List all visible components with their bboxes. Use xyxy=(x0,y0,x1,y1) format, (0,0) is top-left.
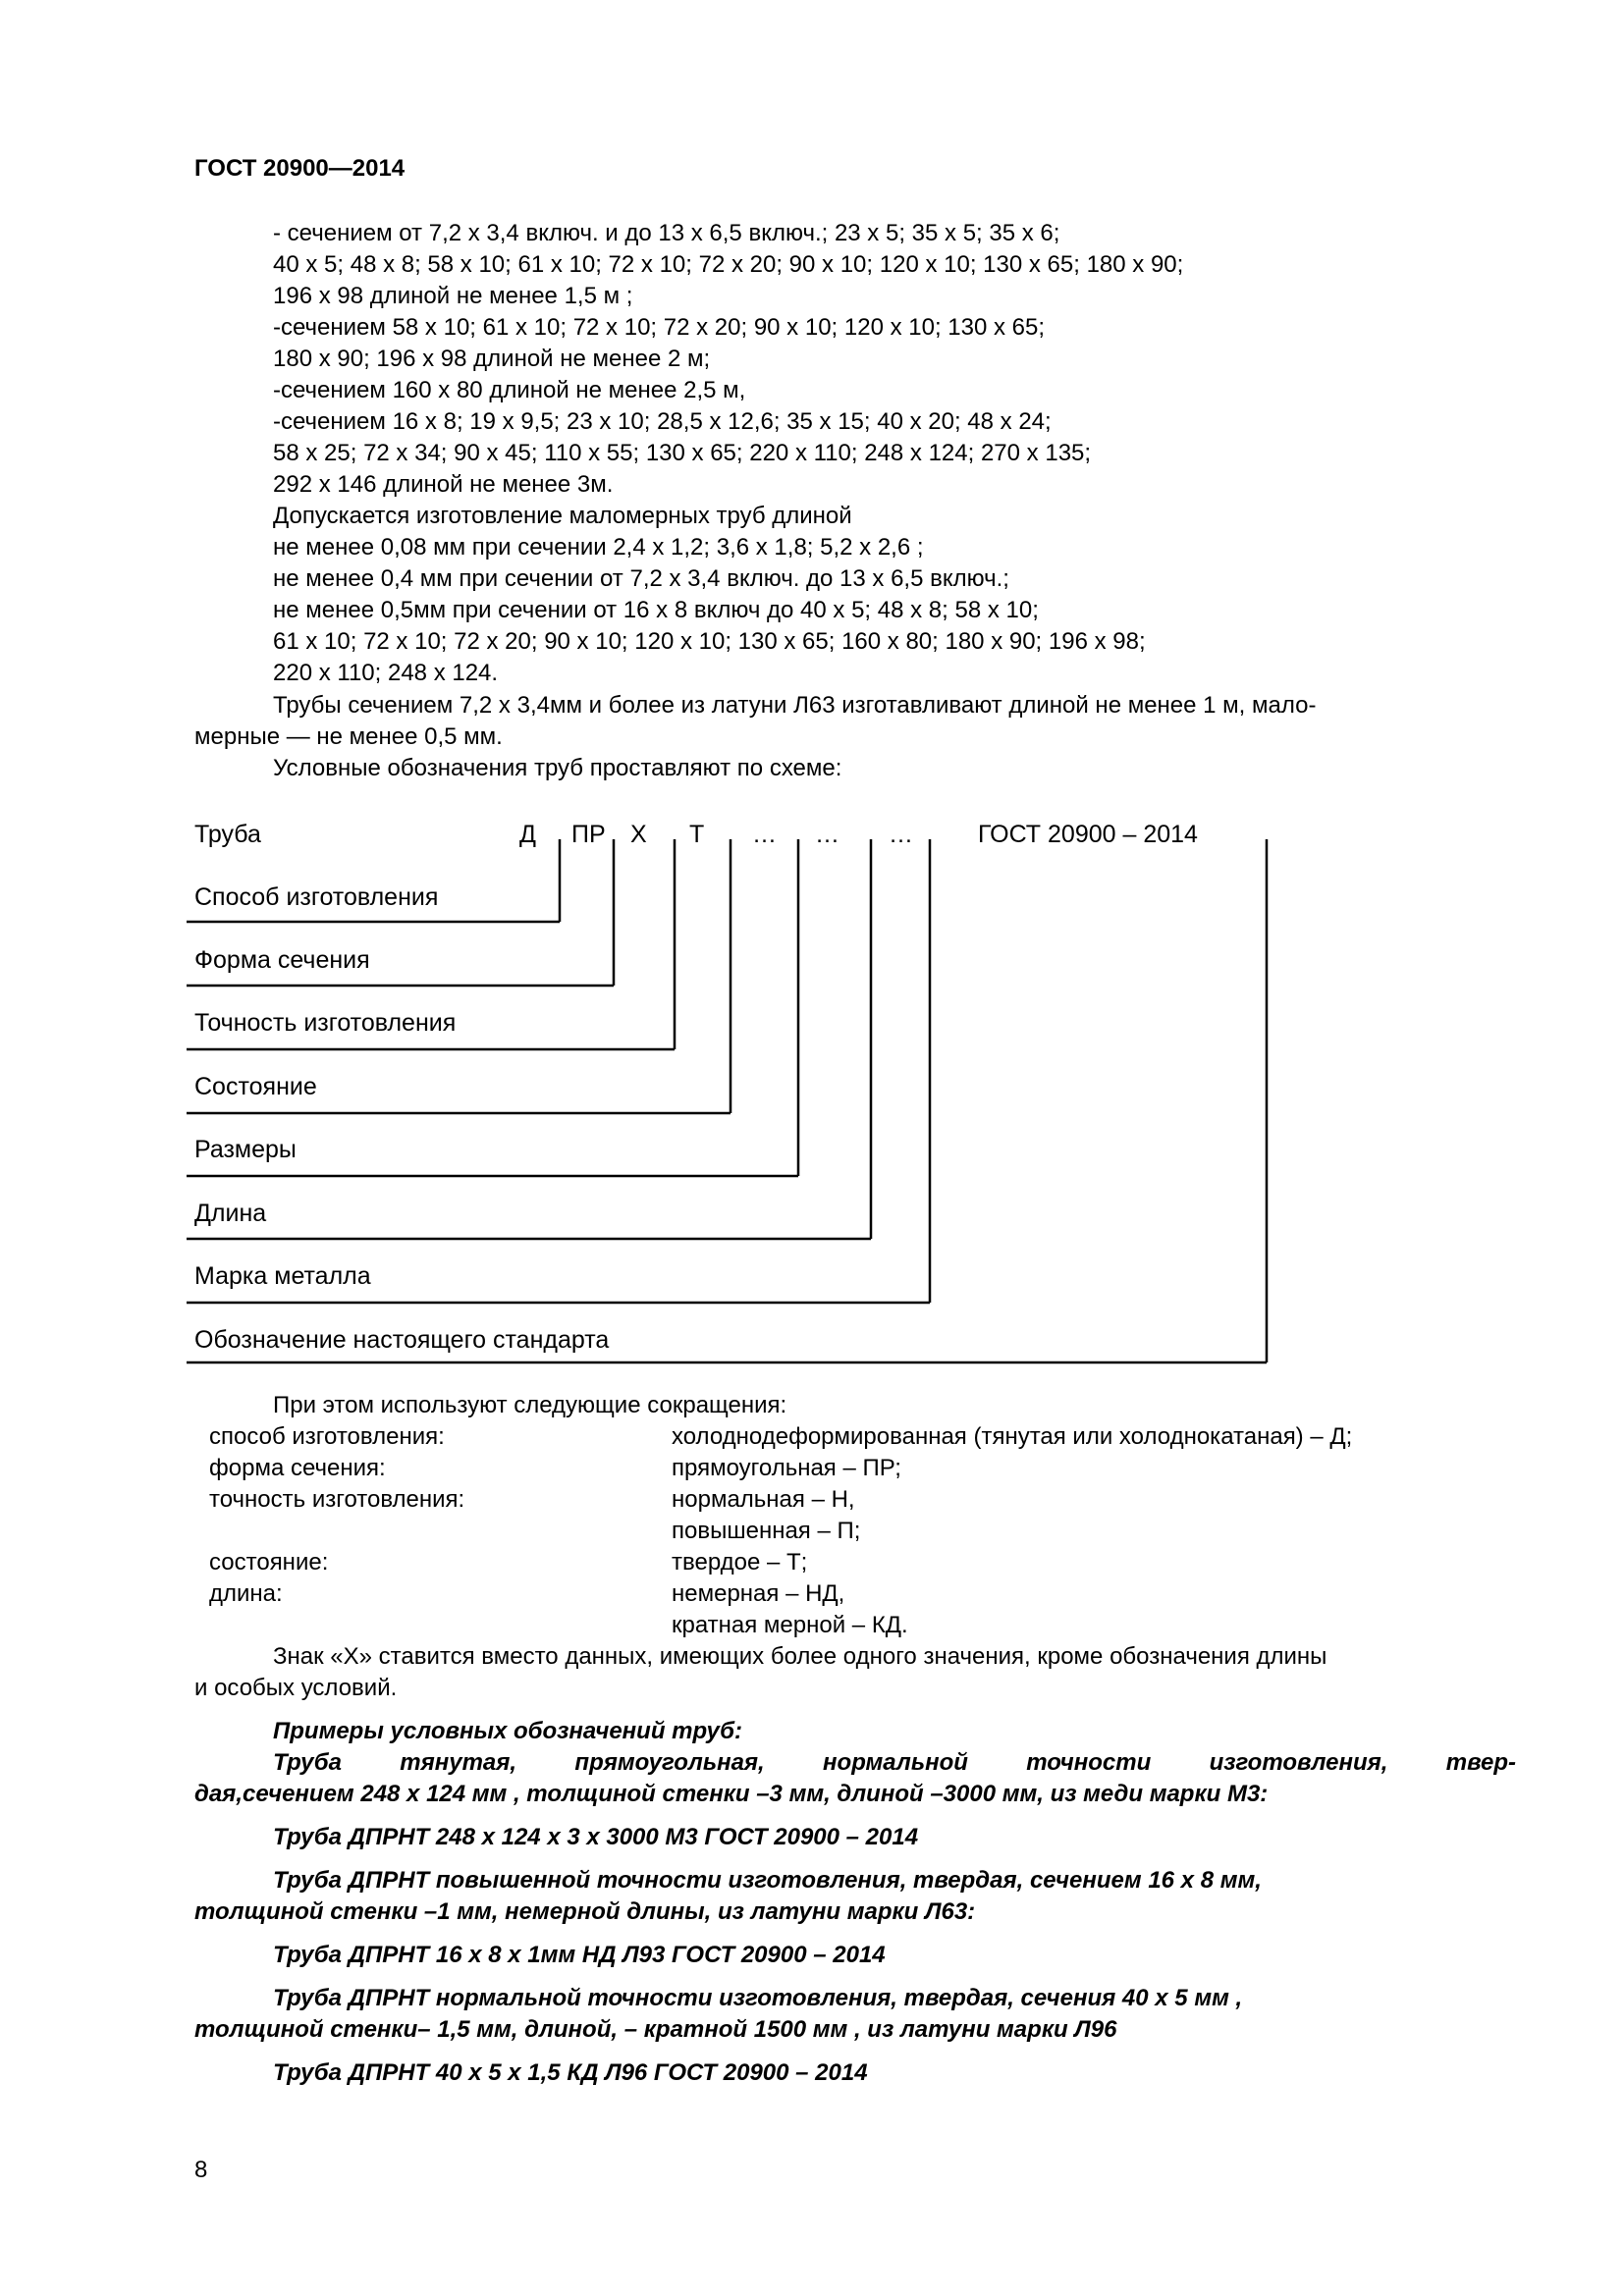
example-code: Труба ДПРНТ 248 х 124 х 3 х 3000 М3 ГОСТ 20900 – 2014 xyxy=(273,1824,919,1850)
example-text: Труба тянутая, прямоугольная, нормальной точности изготовления, твер- xyxy=(273,1749,1516,1776)
body-line: 40 х 5; 48 х 8; 58 х 10; 61 х 10; 72 х 10; 72 х 20; 90 х 10; 120 х 10; 130 х 65; 180 х 90; xyxy=(273,251,1184,278)
abbr-value: немерная – НД, xyxy=(672,1580,845,1607)
example-code: Труба ДПРНТ 16 х 8 х 1мм НД Л93 ГОСТ 20900 – 2014 xyxy=(273,1942,886,1968)
body-line: -сечением 16 х 8; 19 х 9,5; 23 х 10; 28,5 х 12,6; 35 х 15; 40 х 20; 48 х 24; xyxy=(273,408,1052,435)
scheme-label: Форма сечения xyxy=(194,946,370,974)
scheme-code-method: Д xyxy=(519,821,536,848)
abbr-term: способ изготовления: xyxy=(209,1423,445,1450)
body-line: -сечением 160 х 80 длиной не менее 2,5 м, xyxy=(273,377,746,403)
scheme-label: Способ изготовления xyxy=(194,883,439,911)
scheme-head-word: Труба xyxy=(194,821,261,848)
scheme-code-accuracy: Х xyxy=(630,821,647,848)
body-line: -сечением 58 х 10; 61 х 10; 72 х 10; 72 х 20; 90 х 10; 120 х 10; 130 х 65; xyxy=(273,314,1046,341)
abbr-term: точность изготовления: xyxy=(209,1486,465,1513)
page-number: 8 xyxy=(194,2157,208,2183)
body-line: - сечением от 7,2 х 3,4 включ. и до 13 х 6,5 включ.; 23 х 5; 35 х 5; 35 х 6; xyxy=(273,220,1060,246)
document-header: ГОСТ 20900—2014 xyxy=(194,155,406,182)
scheme-label: Состояние xyxy=(194,1073,317,1100)
abbr-note: Знак «Х» ставится вместо данных, имеющих более одного значения, кроме обозначения длины xyxy=(273,1643,1327,1670)
abbr-intro: При этом используют следующие сокращения: xyxy=(273,1392,787,1418)
abbr-term: состояние: xyxy=(209,1549,329,1575)
body-line: не менее 0,4 мм при сечении от 7,2 х 3,4 включ. до 13 х 6,5 включ.; xyxy=(273,565,1009,592)
scheme-standard: ГОСТ 20900 – 2014 xyxy=(978,821,1198,848)
scheme-label: Марка металла xyxy=(194,1262,371,1290)
example-text: Труба ДПРНТ нормальной точности изготовления, твердая, сечения 40 х 5 мм , xyxy=(273,1985,1243,2011)
body-line: Условные обозначения труб проставляют по схеме: xyxy=(273,755,842,781)
scheme-label: Точность изготовления xyxy=(194,1009,457,1037)
abbr-value: кратная мерной – КД. xyxy=(672,1612,908,1638)
example-text: Труба ДПРНТ повышенной точности изготовления, твердая, сечением 16 х 8 мм, xyxy=(273,1867,1262,1894)
body-line: Трубы сечением 7,2 х 3,4мм и более из латуни Л63 изготавливают длиной не менее 1 м, мало- xyxy=(273,692,1317,719)
scheme-code-length: … xyxy=(815,821,839,848)
body-line: 180 х 90; 196 х 98 длиной не менее 2 м; xyxy=(273,346,711,372)
abbr-term: форма сечения: xyxy=(209,1455,386,1481)
body-line: 58 х 25; 72 х 34; 90 х 45; 110 х 55; 130 х 65; 220 х 110; 248 х 124; 270 х 135; xyxy=(273,440,1092,466)
scheme-code-shape: ПР xyxy=(571,821,606,848)
abbr-value: твердое – Т; xyxy=(672,1549,808,1575)
scheme-label: Размеры xyxy=(194,1136,297,1163)
scheme-label: Длина xyxy=(194,1200,267,1227)
example-text: дая,сечением 248 х 124 мм , толщиной стенки –3 мм, длиной –3000 мм, из меди марки М3: xyxy=(194,1781,1269,1807)
body-line: 220 х 110; 248 х 124. xyxy=(273,660,499,686)
scheme-label: Обозначение настоящего стандарта xyxy=(194,1326,610,1354)
scheme-code-state: Т xyxy=(689,821,705,848)
body-line: не менее 0,08 мм при сечении 2,4 х 1,2; 3,6 х 1,8; 5,2 х 2,6 ; xyxy=(273,534,924,561)
body-line: 61 х 10; 72 х 10; 72 х 20; 90 х 10; 120 х 10; 130 х 65; 160 х 80; 180 х 90; 196 х 98; xyxy=(273,628,1146,655)
body-line: 196 х 98 длиной не менее 1,5 м ; xyxy=(273,283,633,309)
body-line: мерные — не менее 0,5 мм. xyxy=(194,723,503,750)
abbr-value: прямоугольная – ПР; xyxy=(672,1455,901,1481)
abbr-value: повышенная – П; xyxy=(672,1518,861,1544)
abbr-value: нормальная – Н, xyxy=(672,1486,855,1513)
abbr-term: длина: xyxy=(209,1580,283,1607)
abbr-value: холоднодеформированная (тянутая или холоднокатаная) – Д; xyxy=(672,1423,1353,1450)
example-text: толщиной стенки– 1,5 мм, длиной, – кратной 1500 мм , из латуни марки Л96 xyxy=(194,2016,1117,2043)
scheme-code-grade: … xyxy=(889,821,913,848)
example-code: Труба ДПРНТ 40 х 5 х 1,5 КД Л96 ГОСТ 20900 – 2014 xyxy=(273,2059,868,2086)
abbr-note: и особых условий. xyxy=(194,1675,398,1701)
body-line: 292 х 146 длиной не менее 3м. xyxy=(273,471,614,498)
scheme-code-size: … xyxy=(752,821,777,848)
examples-heading: Примеры условных обозначений труб: xyxy=(273,1718,743,1744)
example-text: толщиной стенки –1 мм, немерной длины, из латуни марки Л63: xyxy=(194,1898,976,1925)
body-line: не менее 0,5мм при сечении от 16 х 8 включ до 40 х 5; 48 х 8; 58 х 10; xyxy=(273,597,1039,623)
body-line: Допускается изготовление маломерных труб длиной xyxy=(273,503,852,529)
